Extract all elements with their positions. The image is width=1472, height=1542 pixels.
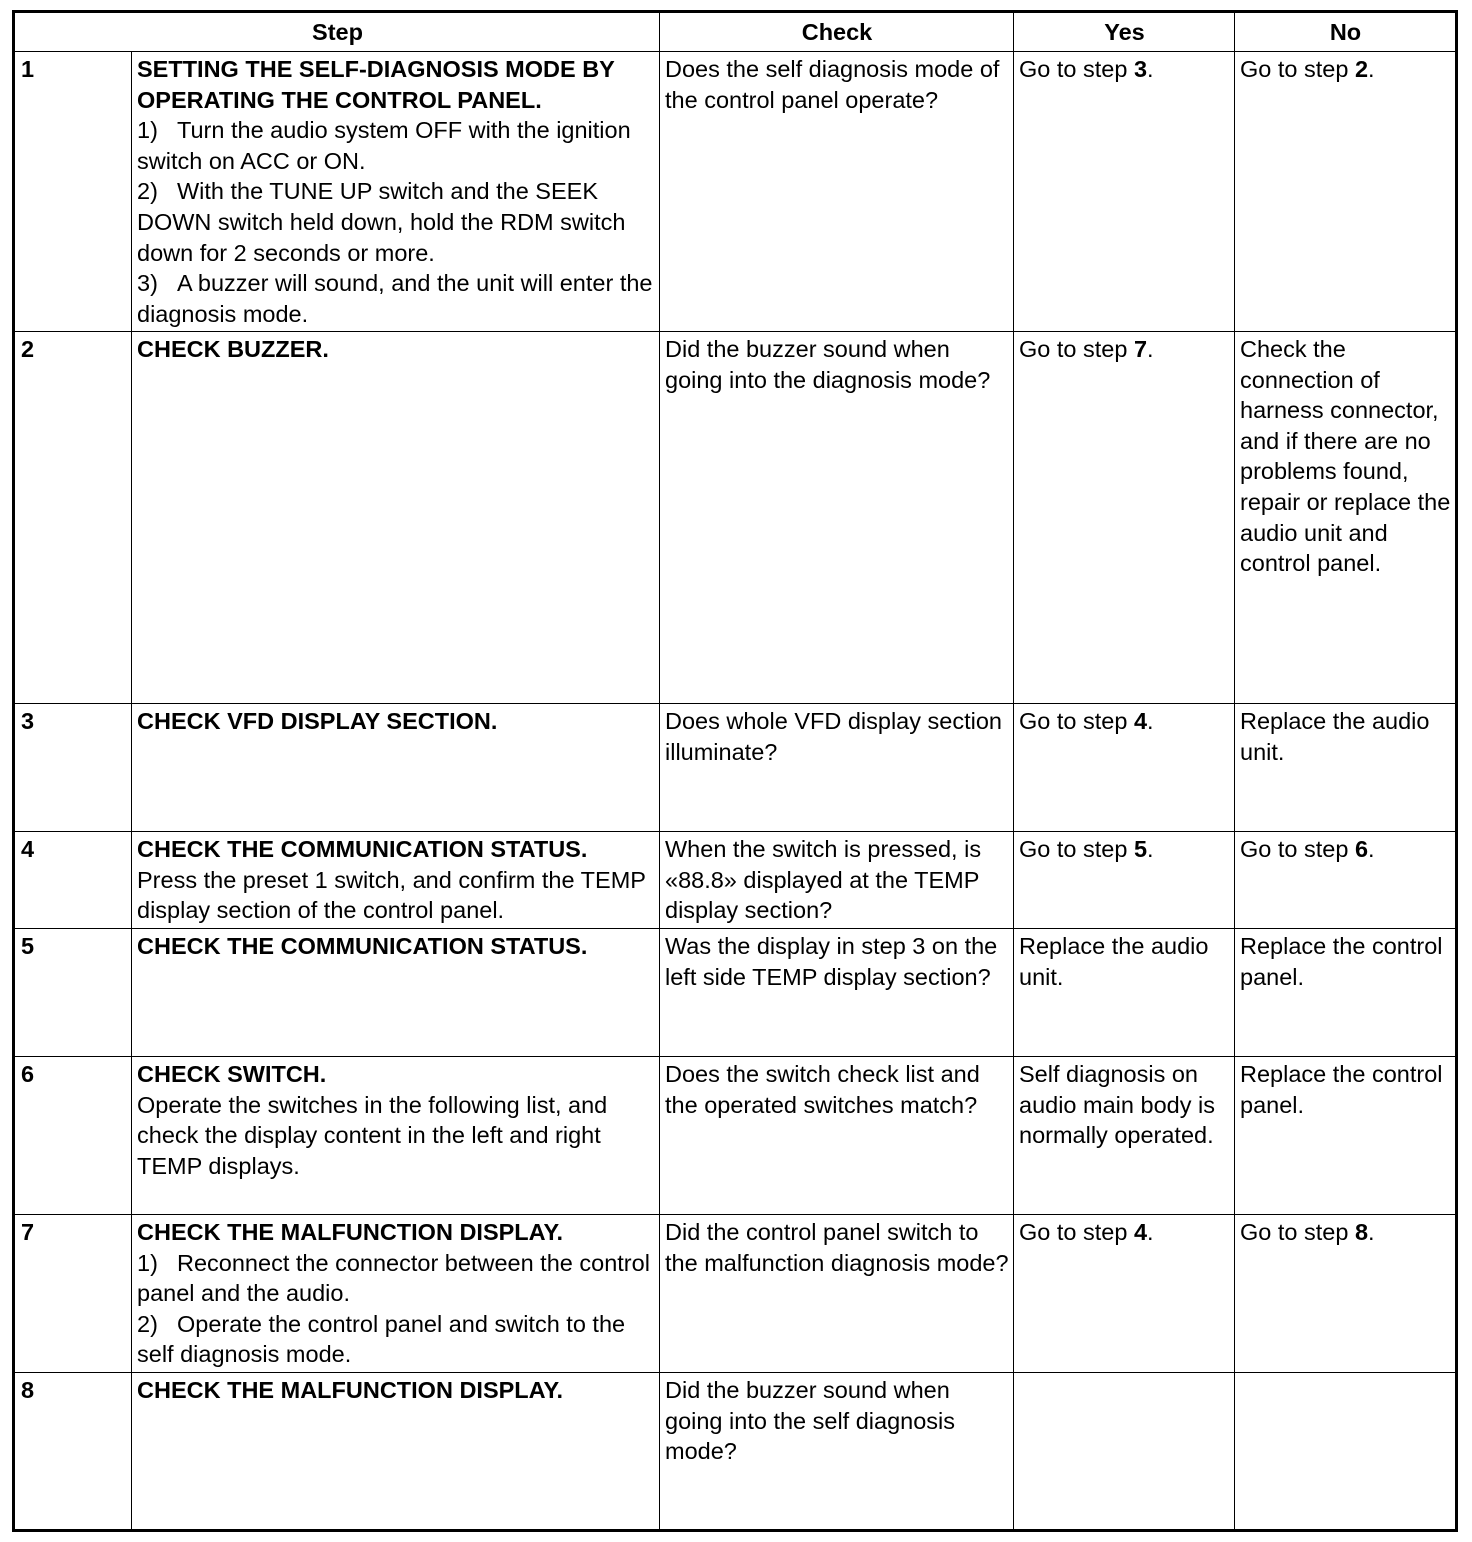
step-body: Operate the switches in the following list, and check the display content in the left and right TEMP displays. — [137, 1091, 608, 1179]
table-row — [14, 1215, 1457, 1373]
step-body: Press the preset 1 switch, and confirm the TEMP display section of the control panel. — [137, 866, 646, 924]
table-row — [14, 704, 1457, 832]
table-row — [14, 1057, 1457, 1215]
step-number: 5 — [14, 929, 132, 1057]
no-cell: Go to step 8. — [1235, 1215, 1457, 1373]
step-title: CHECK THE COMMUNICATION STATUS. — [137, 933, 588, 959]
step-title: CHECK THE COMMUNICATION STATUS. — [137, 836, 588, 862]
step-cell — [132, 52, 660, 332]
yes-cell: Go to step 4. — [1014, 704, 1235, 832]
step-cell — [132, 929, 660, 1057]
step-detail: 2) Operate the control panel and switch to the self diagnosis mode. — [137, 1310, 626, 1368]
check-cell: Did the buzzer sound when going into the self diagnosis mode? — [660, 1373, 1014, 1531]
header-check: Check — [660, 12, 1014, 52]
yes-cell: Go to step 7. — [1014, 332, 1235, 704]
header-yes: Yes — [1014, 12, 1235, 52]
yes-cell: Go to step 4. — [1014, 1215, 1235, 1373]
yes-cell: Self diagnosis on audio main body is normally operated. — [1014, 1057, 1235, 1215]
step-number: 3 — [14, 704, 132, 832]
header-row — [14, 12, 1457, 52]
yes-cell — [1014, 1373, 1235, 1531]
step-cell — [132, 332, 660, 704]
table-row — [14, 832, 1457, 929]
check-cell: Did the buzzer sound when going into the diagnosis mode? — [660, 332, 1014, 704]
step-title: CHECK VFD DISPLAY SECTION. — [137, 708, 498, 734]
step-number: 7 — [14, 1215, 132, 1373]
no-cell: Replace the control panel. — [1235, 929, 1457, 1057]
step-number: 6 — [14, 1057, 132, 1215]
step-title: CHECK THE MALFUNCTION DISPLAY. — [137, 1377, 564, 1403]
step-detail: 3) A buzzer will sound, and the unit will enter the diagnosis mode. — [137, 270, 653, 327]
table-row — [14, 332, 1457, 704]
table-row — [14, 52, 1457, 332]
step-cell — [132, 1215, 660, 1373]
yes-cell: Go to step 3. — [1014, 52, 1235, 332]
step-detail: 1) Reconnect the connector between the control panel and the audio. — [137, 1249, 650, 1307]
check-cell: When the switch is pressed, is «88.8» displayed at the TEMP display section? — [660, 832, 1014, 929]
no-cell: Replace the audio unit. — [1235, 704, 1457, 832]
step-title: CHECK BUZZER. — [137, 336, 329, 362]
step-number: 8 — [14, 1373, 132, 1531]
no-cell — [1235, 1373, 1457, 1531]
header-no: No — [1235, 12, 1457, 52]
step-cell — [132, 1373, 660, 1531]
step-detail: 1) Turn the audio system OFF with the ignition switch on ACC or ON. — [137, 117, 631, 174]
step-detail: 2) With the TUNE UP switch and the SEEK DOWN switch held down, hold the RDM switch down for 2 seconds or more. — [137, 178, 626, 266]
step-cell — [132, 704, 660, 832]
header-step: Step — [14, 12, 660, 52]
step-title: SETTING THE SELF-DIAGNOSIS MODE BY OPERATING THE CONTROL PANEL. — [137, 56, 615, 113]
check-cell: Does the switch check list and the operated switches match? — [660, 1057, 1014, 1215]
no-cell: Go to step 2. — [1235, 52, 1457, 332]
step-cell — [132, 1057, 660, 1215]
step-title: CHECK THE MALFUNCTION DISPLAY. — [137, 1219, 564, 1245]
yes-cell: Go to step 5. — [1014, 832, 1235, 929]
table-row — [14, 929, 1457, 1057]
check-cell: Did the control panel switch to the malfunction diagnosis mode? — [660, 1215, 1014, 1373]
diagnosis-table — [12, 10, 1458, 1532]
step-number: 2 — [14, 332, 132, 704]
no-cell: Go to step 6. — [1235, 832, 1457, 929]
yes-cell: Replace the audio unit. — [1014, 929, 1235, 1057]
no-cell: Replace the control panel. — [1235, 1057, 1457, 1215]
step-number: 4 — [14, 832, 132, 929]
step-number: 1 — [14, 52, 132, 332]
step-title: CHECK SWITCH. — [137, 1061, 327, 1087]
no-cell: Check the connection of harness connector, and if there are no problems found, repair or replace the audio unit and control panel. — [1235, 332, 1457, 704]
check-cell: Does the self diagnosis mode of the control panel operate? — [660, 52, 1014, 332]
table-row — [14, 1373, 1457, 1531]
step-cell — [132, 832, 660, 929]
check-cell: Was the display in step 3 on the left side TEMP display section? — [660, 929, 1014, 1057]
check-cell: Does whole VFD display section illuminate? — [660, 704, 1014, 832]
